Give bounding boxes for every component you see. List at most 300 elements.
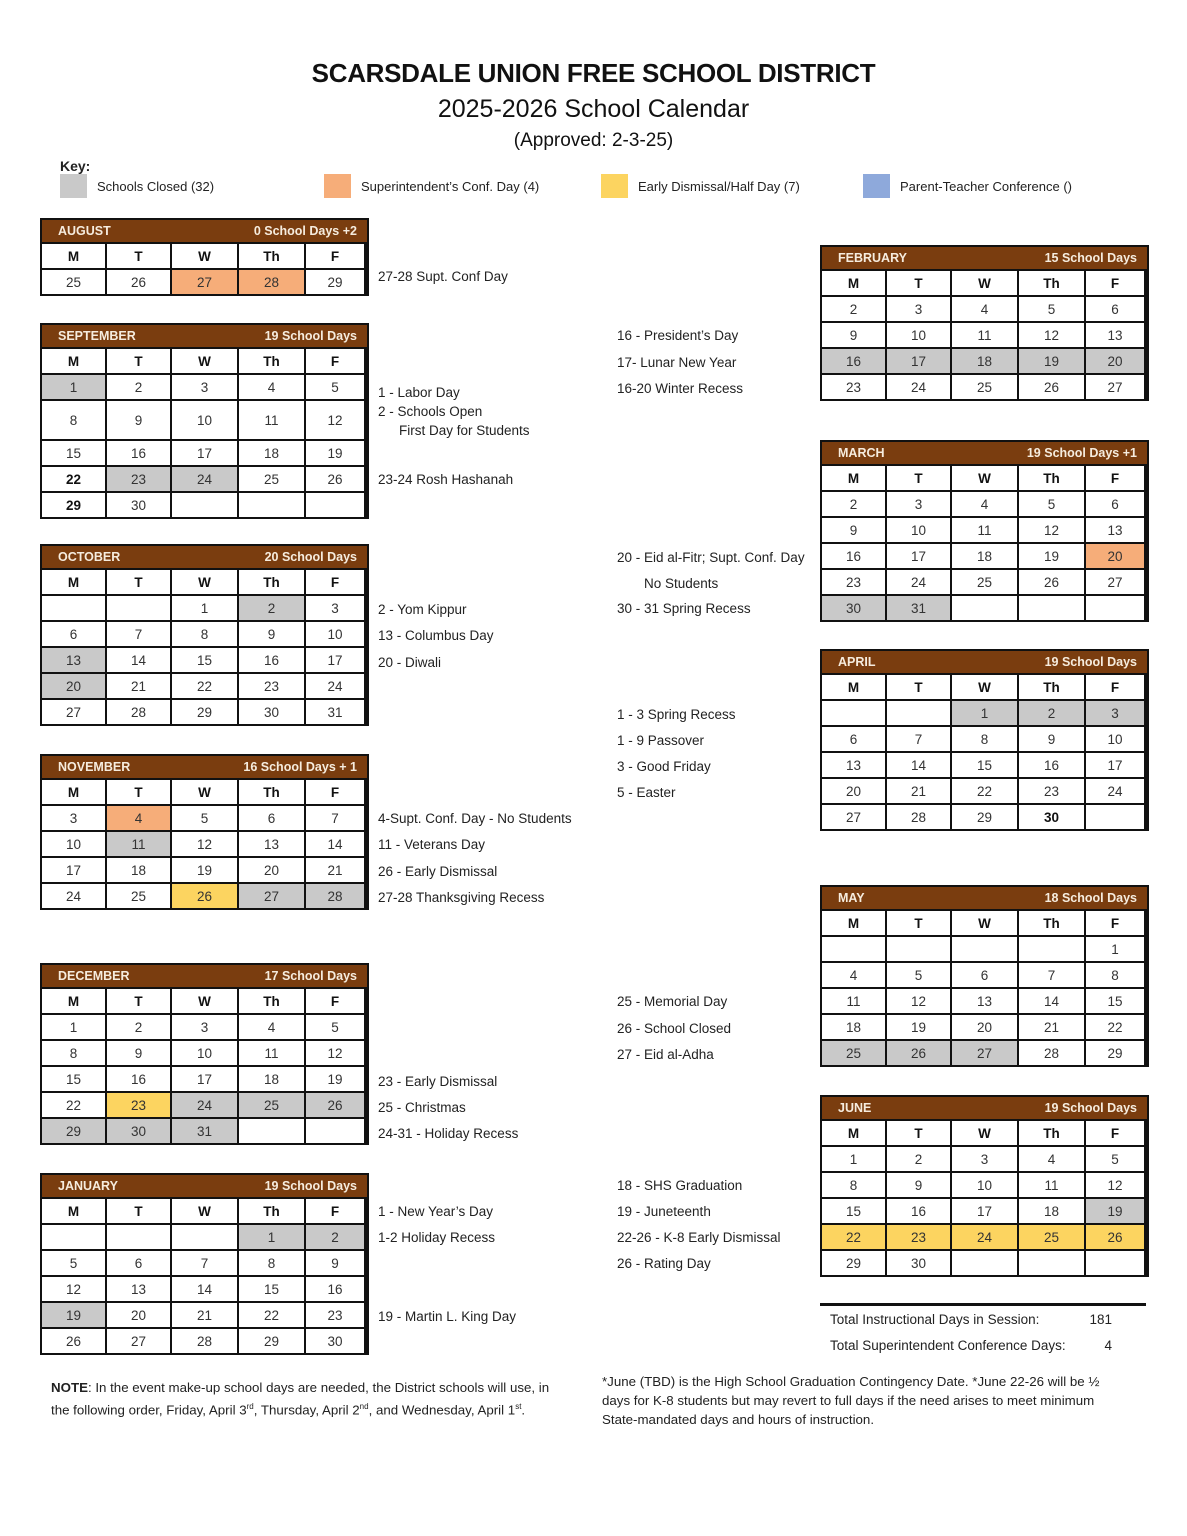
month-grid bbox=[42, 244, 367, 294]
day-cell: 11 bbox=[952, 518, 1017, 542]
day-cell: 1 bbox=[42, 375, 105, 399]
day-cell: 8 bbox=[42, 401, 105, 439]
day-cell: 14 bbox=[887, 753, 950, 777]
day-cell: 16 bbox=[239, 648, 304, 672]
weekday-header: W bbox=[952, 1121, 1017, 1145]
month-grid bbox=[822, 271, 1147, 399]
day-cell: 3 bbox=[172, 375, 237, 399]
weekday-header: Th bbox=[1019, 466, 1084, 490]
weekday-header: Th bbox=[239, 780, 304, 804]
weekday-header: M bbox=[42, 244, 105, 268]
weekday-header: F bbox=[306, 1199, 364, 1223]
day-cell: 10 bbox=[306, 622, 364, 646]
school-days-count: 15 School Days bbox=[1044, 251, 1137, 265]
day-cell: 2 bbox=[239, 596, 304, 620]
calendar-september bbox=[40, 323, 369, 519]
day-cell: 16 bbox=[306, 1277, 364, 1301]
day-cell: 20 bbox=[952, 1015, 1017, 1039]
day-cell: 4 bbox=[952, 492, 1017, 516]
day-cell: 24 bbox=[887, 375, 950, 399]
day-cell: 17 bbox=[172, 1067, 237, 1091]
day-cell: 31 bbox=[306, 700, 364, 724]
calendar-note: 11 - Veterans Day bbox=[378, 837, 486, 852]
day-cell: 30 bbox=[107, 1119, 170, 1143]
day-cell: 8 bbox=[952, 727, 1017, 751]
month-name: JANUARY bbox=[58, 1179, 118, 1193]
weekday-header: Th bbox=[1019, 271, 1084, 295]
school-days-count: 0 School Days +2 bbox=[253, 224, 357, 238]
weekday-header: M bbox=[822, 911, 885, 935]
calendar-october bbox=[40, 544, 369, 726]
calendar-note: 27 - Eid al-Adha bbox=[617, 1047, 714, 1062]
day-cell: 25 bbox=[952, 375, 1017, 399]
month-name: OCTOBER bbox=[58, 550, 121, 564]
day-cell: 4 bbox=[1019, 1147, 1084, 1171]
day-cell: 3 bbox=[952, 1147, 1017, 1171]
calendar-note: First Day for Students bbox=[399, 423, 530, 438]
day-cell: 9 bbox=[822, 323, 885, 347]
day-cell: 23 bbox=[822, 375, 885, 399]
day-cell: 16 bbox=[1019, 753, 1084, 777]
month-header bbox=[42, 1175, 367, 1199]
day-cell: 29 bbox=[42, 1119, 105, 1143]
month-name: DECEMBER bbox=[58, 969, 130, 983]
weekday-header: T bbox=[887, 1121, 950, 1145]
month-name: APRIL bbox=[838, 655, 876, 669]
day-cell: 29 bbox=[1086, 1041, 1144, 1065]
weekday-header: Th bbox=[239, 349, 304, 373]
note-label: NOTE bbox=[51, 1380, 88, 1395]
empty-day-cell bbox=[952, 937, 1017, 961]
page-subtitle: 2025-2026 School Calendar bbox=[437, 95, 750, 123]
weekday-header: W bbox=[172, 1199, 237, 1223]
day-cell: 10 bbox=[887, 518, 950, 542]
day-cell: 25 bbox=[1019, 1225, 1084, 1249]
day-cell: 11 bbox=[952, 323, 1017, 347]
day-cell: 17 bbox=[42, 858, 105, 882]
day-cell: 23 bbox=[306, 1303, 364, 1327]
day-cell: 13 bbox=[822, 753, 885, 777]
calendar-note: 30 - 31 Spring Recess bbox=[617, 601, 751, 616]
empty-day-cell bbox=[952, 596, 1017, 620]
day-cell: 22 bbox=[42, 467, 105, 491]
calendar-january bbox=[40, 1173, 369, 1355]
day-cell: 10 bbox=[1086, 727, 1144, 751]
day-cell: 30 bbox=[887, 1251, 950, 1275]
day-cell: 24 bbox=[42, 884, 105, 908]
day-cell: 9 bbox=[887, 1173, 950, 1197]
empty-day-cell bbox=[1019, 596, 1084, 620]
weekday-header: M bbox=[42, 349, 105, 373]
day-cell: 27 bbox=[1086, 375, 1144, 399]
graduation-contingency-note bbox=[602, 1372, 1162, 1429]
day-cell: 27 bbox=[107, 1329, 170, 1353]
day-cell: 18 bbox=[239, 1067, 304, 1091]
month-grid bbox=[42, 989, 367, 1143]
day-cell: 13 bbox=[1086, 518, 1144, 542]
month-name: MAY bbox=[838, 891, 865, 905]
month-grid bbox=[822, 675, 1147, 829]
day-cell: 22 bbox=[239, 1303, 304, 1327]
calendar-note: 23 - Early Dismissal bbox=[378, 1074, 498, 1089]
month-name: SEPTEMBER bbox=[58, 329, 136, 343]
day-cell: 6 bbox=[952, 963, 1017, 987]
day-cell: 16 bbox=[887, 1199, 950, 1223]
day-cell: 28 bbox=[1019, 1041, 1084, 1065]
weekday-header: F bbox=[1086, 466, 1144, 490]
calendar-april bbox=[820, 649, 1149, 831]
weekday-header: T bbox=[887, 675, 950, 699]
empty-day-cell bbox=[42, 596, 105, 620]
day-cell: 12 bbox=[887, 989, 950, 1013]
day-cell: 7 bbox=[887, 727, 950, 751]
day-cell: 15 bbox=[42, 1067, 105, 1091]
day-cell: 12 bbox=[172, 832, 237, 856]
day-cell: 11 bbox=[107, 832, 170, 856]
day-cell: 31 bbox=[887, 596, 950, 620]
empty-day-cell bbox=[1019, 937, 1084, 961]
day-cell: 11 bbox=[239, 401, 304, 439]
month-grid bbox=[42, 349, 367, 517]
month-grid bbox=[42, 1199, 367, 1353]
calendar-note: 4-Supt. Conf. Day - No Students bbox=[378, 811, 572, 826]
day-cell: 3 bbox=[306, 596, 364, 620]
day-cell: 20 bbox=[822, 779, 885, 803]
empty-day-cell bbox=[1086, 596, 1144, 620]
calendar-december bbox=[40, 963, 369, 1145]
key-item-schools-closed bbox=[60, 174, 214, 198]
calendar-note: 20 - Diwali bbox=[378, 655, 442, 670]
calendar-november bbox=[40, 754, 369, 910]
month-header bbox=[822, 247, 1147, 271]
day-cell: 21 bbox=[172, 1303, 237, 1327]
month-name: AUGUST bbox=[58, 224, 111, 238]
day-cell: 1 bbox=[1086, 937, 1144, 961]
day-cell: 29 bbox=[172, 700, 237, 724]
day-cell: 23 bbox=[239, 674, 304, 698]
day-cell: 26 bbox=[172, 884, 237, 908]
day-cell: 2 bbox=[887, 1147, 950, 1171]
total-superintendent-days bbox=[820, 1332, 1146, 1358]
page-title: SCARSDALE UNION FREE SCHOOL DISTRICT bbox=[311, 58, 876, 88]
weekday-header: W bbox=[952, 271, 1017, 295]
day-cell: 25 bbox=[822, 1041, 885, 1065]
day-cell: 28 bbox=[306, 884, 364, 908]
approved-date: (Approved: 2-3-25) bbox=[513, 130, 674, 151]
month-header bbox=[42, 325, 367, 349]
weekday-header: M bbox=[42, 1199, 105, 1223]
weekday-header: Th bbox=[239, 244, 304, 268]
day-cell: 19 bbox=[172, 858, 237, 882]
day-cell: 8 bbox=[172, 622, 237, 646]
day-cell: 26 bbox=[1086, 1225, 1144, 1249]
day-cell: 19 bbox=[1019, 544, 1084, 568]
day-cell: 15 bbox=[172, 648, 237, 672]
empty-day-cell bbox=[1086, 1251, 1144, 1275]
day-cell: 24 bbox=[172, 467, 237, 491]
school-days-count: 19 School Days bbox=[1044, 1101, 1137, 1115]
day-cell: 1 bbox=[952, 701, 1017, 725]
day-cell: 15 bbox=[952, 753, 1017, 777]
empty-day-cell bbox=[306, 493, 364, 517]
day-cell: 2 bbox=[822, 297, 885, 321]
key-item-superintendent-conf bbox=[324, 174, 539, 198]
weekday-header: W bbox=[172, 989, 237, 1013]
day-cell: 28 bbox=[172, 1329, 237, 1353]
day-cell: 29 bbox=[239, 1329, 304, 1353]
day-cell: 5 bbox=[1019, 492, 1084, 516]
weekday-header: M bbox=[822, 1121, 885, 1145]
day-cell: 9 bbox=[107, 401, 170, 439]
empty-day-cell bbox=[887, 937, 950, 961]
day-cell: 23 bbox=[107, 1093, 170, 1117]
weekday-header: M bbox=[822, 271, 885, 295]
calendar-note: 24-31 - Holiday Recess bbox=[378, 1126, 519, 1141]
weekday-header: F bbox=[306, 244, 364, 268]
weekday-header: Th bbox=[239, 989, 304, 1013]
weekday-header: T bbox=[107, 989, 170, 1013]
day-cell: 19 bbox=[1086, 1199, 1144, 1223]
weekday-header: T bbox=[107, 570, 170, 594]
calendar-note: 1-2 Holiday Recess bbox=[378, 1230, 496, 1245]
day-cell: 12 bbox=[306, 1041, 364, 1065]
day-cell: 6 bbox=[239, 806, 304, 830]
day-cell: 4 bbox=[952, 297, 1017, 321]
month-header bbox=[822, 1097, 1147, 1121]
day-cell: 20 bbox=[107, 1303, 170, 1327]
day-cell: 30 bbox=[1019, 805, 1084, 829]
day-cell: 6 bbox=[822, 727, 885, 751]
weekday-header: Th bbox=[239, 1199, 304, 1223]
day-cell: 25 bbox=[239, 467, 304, 491]
day-cell: 2 bbox=[107, 1015, 170, 1039]
total-label: Total Superintendent Conference Days: bbox=[830, 1337, 1066, 1353]
day-cell: 23 bbox=[107, 467, 170, 491]
calendar-note: 26 - Rating Day bbox=[617, 1256, 711, 1271]
day-cell: 14 bbox=[172, 1277, 237, 1301]
day-cell: 23 bbox=[822, 570, 885, 594]
calendar-note: 27-28 Thanksgiving Recess bbox=[378, 890, 545, 905]
month-header bbox=[822, 887, 1147, 911]
day-cell: 17 bbox=[887, 544, 950, 568]
day-cell: 8 bbox=[239, 1251, 304, 1275]
day-cell: 24 bbox=[952, 1225, 1017, 1249]
day-cell: 9 bbox=[107, 1041, 170, 1065]
day-cell: 5 bbox=[1019, 297, 1084, 321]
note-text: the following order, Friday, April 3 bbox=[51, 1402, 247, 1418]
calendar-note: 1 - Labor Day bbox=[378, 385, 460, 400]
day-cell: 25 bbox=[952, 570, 1017, 594]
day-cell: 27 bbox=[239, 884, 304, 908]
day-cell: 18 bbox=[952, 349, 1017, 373]
day-cell: 24 bbox=[306, 674, 364, 698]
day-cell: 30 bbox=[239, 700, 304, 724]
day-cell: 3 bbox=[172, 1015, 237, 1039]
day-cell: 4 bbox=[822, 963, 885, 987]
day-cell: 6 bbox=[107, 1251, 170, 1275]
day-cell: 13 bbox=[239, 832, 304, 856]
weekday-header: M bbox=[42, 989, 105, 1013]
school-days-count: 20 School Days bbox=[264, 550, 357, 564]
day-cell: 27 bbox=[822, 805, 885, 829]
day-cell: 1 bbox=[172, 596, 237, 620]
total-label: Total Instructional Days in Session: bbox=[830, 1311, 1040, 1327]
calendar-note: 2 - Yom Kippur bbox=[378, 602, 467, 617]
superintendent-conf-swatch-icon bbox=[324, 174, 351, 198]
weekday-header: M bbox=[42, 570, 105, 594]
day-cell: 14 bbox=[107, 648, 170, 672]
day-cell: 12 bbox=[42, 1277, 105, 1301]
day-cell: 2 bbox=[1019, 701, 1084, 725]
weekday-header: W bbox=[952, 466, 1017, 490]
totals-section bbox=[820, 1303, 1146, 1358]
month-grid bbox=[822, 466, 1147, 620]
day-cell: 20 bbox=[239, 858, 304, 882]
key-item-label: Schools Closed (32) bbox=[97, 178, 215, 194]
day-cell: 21 bbox=[107, 674, 170, 698]
total-value: 4 bbox=[1104, 1337, 1112, 1353]
weekday-header: M bbox=[42, 780, 105, 804]
empty-day-cell bbox=[172, 493, 237, 517]
weekday-header: W bbox=[172, 349, 237, 373]
day-cell: 12 bbox=[306, 401, 364, 439]
day-cell: 12 bbox=[1019, 518, 1084, 542]
day-cell: 5 bbox=[306, 375, 364, 399]
day-cell: 1 bbox=[42, 1015, 105, 1039]
calendar-february bbox=[820, 245, 1149, 401]
day-cell: 22 bbox=[172, 674, 237, 698]
weekday-header: T bbox=[107, 1199, 170, 1223]
day-cell: 30 bbox=[306, 1329, 364, 1353]
total-instructional-days bbox=[820, 1306, 1146, 1332]
calendar-note: 19 - Juneteenth bbox=[617, 1204, 711, 1219]
day-cell: 6 bbox=[1086, 297, 1144, 321]
day-cell: 13 bbox=[107, 1277, 170, 1301]
day-cell: 3 bbox=[887, 297, 950, 321]
day-cell: 26 bbox=[42, 1329, 105, 1353]
empty-day-cell bbox=[42, 1225, 105, 1249]
day-cell: 11 bbox=[239, 1041, 304, 1065]
calendar-may bbox=[820, 885, 1149, 1067]
day-cell: 26 bbox=[306, 467, 364, 491]
key-item-label: Superintendent’s Conf. Day (4) bbox=[361, 178, 540, 194]
school-days-count: 16 School Days + 1 bbox=[243, 760, 357, 774]
day-cell: 28 bbox=[239, 270, 304, 294]
day-cell: 16 bbox=[107, 441, 170, 465]
calendar-note: 13 - Columbus Day bbox=[378, 628, 494, 643]
day-cell: 20 bbox=[42, 674, 105, 698]
day-cell: 5 bbox=[306, 1015, 364, 1039]
calendar-note: 23-24 Rosh Hashanah bbox=[378, 472, 514, 487]
month-header bbox=[42, 756, 367, 780]
calendar-note: 27-28 Supt. Conf Day bbox=[378, 269, 508, 284]
empty-day-cell bbox=[239, 1119, 304, 1143]
day-cell: 4 bbox=[239, 1015, 304, 1039]
day-cell: 22 bbox=[952, 779, 1017, 803]
day-cell: 25 bbox=[107, 884, 170, 908]
day-cell: 29 bbox=[952, 805, 1017, 829]
day-cell: 18 bbox=[822, 1015, 885, 1039]
schools-closed-swatch-icon bbox=[60, 174, 87, 198]
day-cell: 27 bbox=[1086, 570, 1144, 594]
day-cell: 2 bbox=[107, 375, 170, 399]
day-cell: 17 bbox=[952, 1199, 1017, 1223]
day-cell: 8 bbox=[1086, 963, 1144, 987]
day-cell: 9 bbox=[306, 1251, 364, 1275]
day-cell: 24 bbox=[1086, 779, 1144, 803]
ordinal: nd bbox=[359, 1402, 369, 1411]
day-cell: 10 bbox=[172, 1041, 237, 1065]
day-cell: 13 bbox=[1086, 323, 1144, 347]
day-cell: 29 bbox=[42, 493, 105, 517]
calendar-note: 22-26 - K-8 Early Dismissal bbox=[617, 1230, 781, 1245]
note-line: State-mandated days and hours of instruction. bbox=[602, 1412, 875, 1427]
day-cell: 7 bbox=[107, 622, 170, 646]
month-header bbox=[822, 651, 1147, 675]
weekday-header: F bbox=[1086, 1121, 1144, 1145]
empty-day-cell bbox=[822, 701, 885, 725]
day-cell: 7 bbox=[1019, 963, 1084, 987]
month-grid bbox=[42, 570, 367, 724]
weekday-header: W bbox=[172, 244, 237, 268]
day-cell: 22 bbox=[1086, 1015, 1144, 1039]
empty-day-cell bbox=[952, 1251, 1017, 1275]
day-cell: 21 bbox=[887, 779, 950, 803]
weekday-header: T bbox=[887, 911, 950, 935]
day-cell: 11 bbox=[822, 989, 885, 1013]
empty-day-cell bbox=[306, 1119, 364, 1143]
weekday-header: T bbox=[107, 349, 170, 373]
day-cell: 22 bbox=[42, 1093, 105, 1117]
calendar-note: 25 - Christmas bbox=[378, 1100, 466, 1115]
weekday-header: T bbox=[887, 466, 950, 490]
month-header bbox=[822, 442, 1147, 466]
day-cell: 13 bbox=[42, 648, 105, 672]
day-cell: 6 bbox=[42, 622, 105, 646]
day-cell: 26 bbox=[107, 270, 170, 294]
note-text: . bbox=[521, 1402, 526, 1418]
weekday-header: F bbox=[1086, 911, 1144, 935]
note-line: *June (TBD) is the High School Graduation Contingency Date. *June 22-26 will be ½ bbox=[602, 1374, 1100, 1389]
day-cell: 15 bbox=[822, 1199, 885, 1223]
school-days-count: 19 School Days bbox=[1044, 655, 1137, 669]
weekday-header: F bbox=[306, 570, 364, 594]
day-cell: 10 bbox=[952, 1173, 1017, 1197]
empty-day-cell bbox=[107, 1225, 170, 1249]
empty-day-cell bbox=[172, 1225, 237, 1249]
total-value: 181 bbox=[1089, 1311, 1112, 1327]
note-text: : In the event make-up school days are needed, the District schools will use, in bbox=[87, 1380, 550, 1395]
day-cell: 5 bbox=[1086, 1147, 1144, 1171]
weekday-header: Th bbox=[1019, 675, 1084, 699]
month-grid bbox=[822, 911, 1147, 1065]
school-days-count: 17 School Days bbox=[264, 969, 357, 983]
calendar-note: 5 - Easter bbox=[617, 785, 676, 800]
school-days-count: 18 School Days bbox=[1044, 891, 1137, 905]
calendar-note: 1 - 9 Passover bbox=[617, 733, 705, 748]
month-header bbox=[42, 965, 367, 989]
note-text: , and Wednesday, April 1 bbox=[368, 1402, 516, 1418]
weekday-header: M bbox=[822, 675, 885, 699]
month-name: JUNE bbox=[838, 1101, 872, 1115]
calendar-note: 1 - New Year’s Day bbox=[378, 1204, 494, 1219]
note-text: , Thursday, April 2 bbox=[253, 1402, 360, 1418]
weekday-header: W bbox=[952, 911, 1017, 935]
day-cell: 3 bbox=[42, 806, 105, 830]
makeup-days-note bbox=[51, 1378, 596, 1419]
day-cell: 24 bbox=[172, 1093, 237, 1117]
empty-day-cell bbox=[1086, 805, 1144, 829]
